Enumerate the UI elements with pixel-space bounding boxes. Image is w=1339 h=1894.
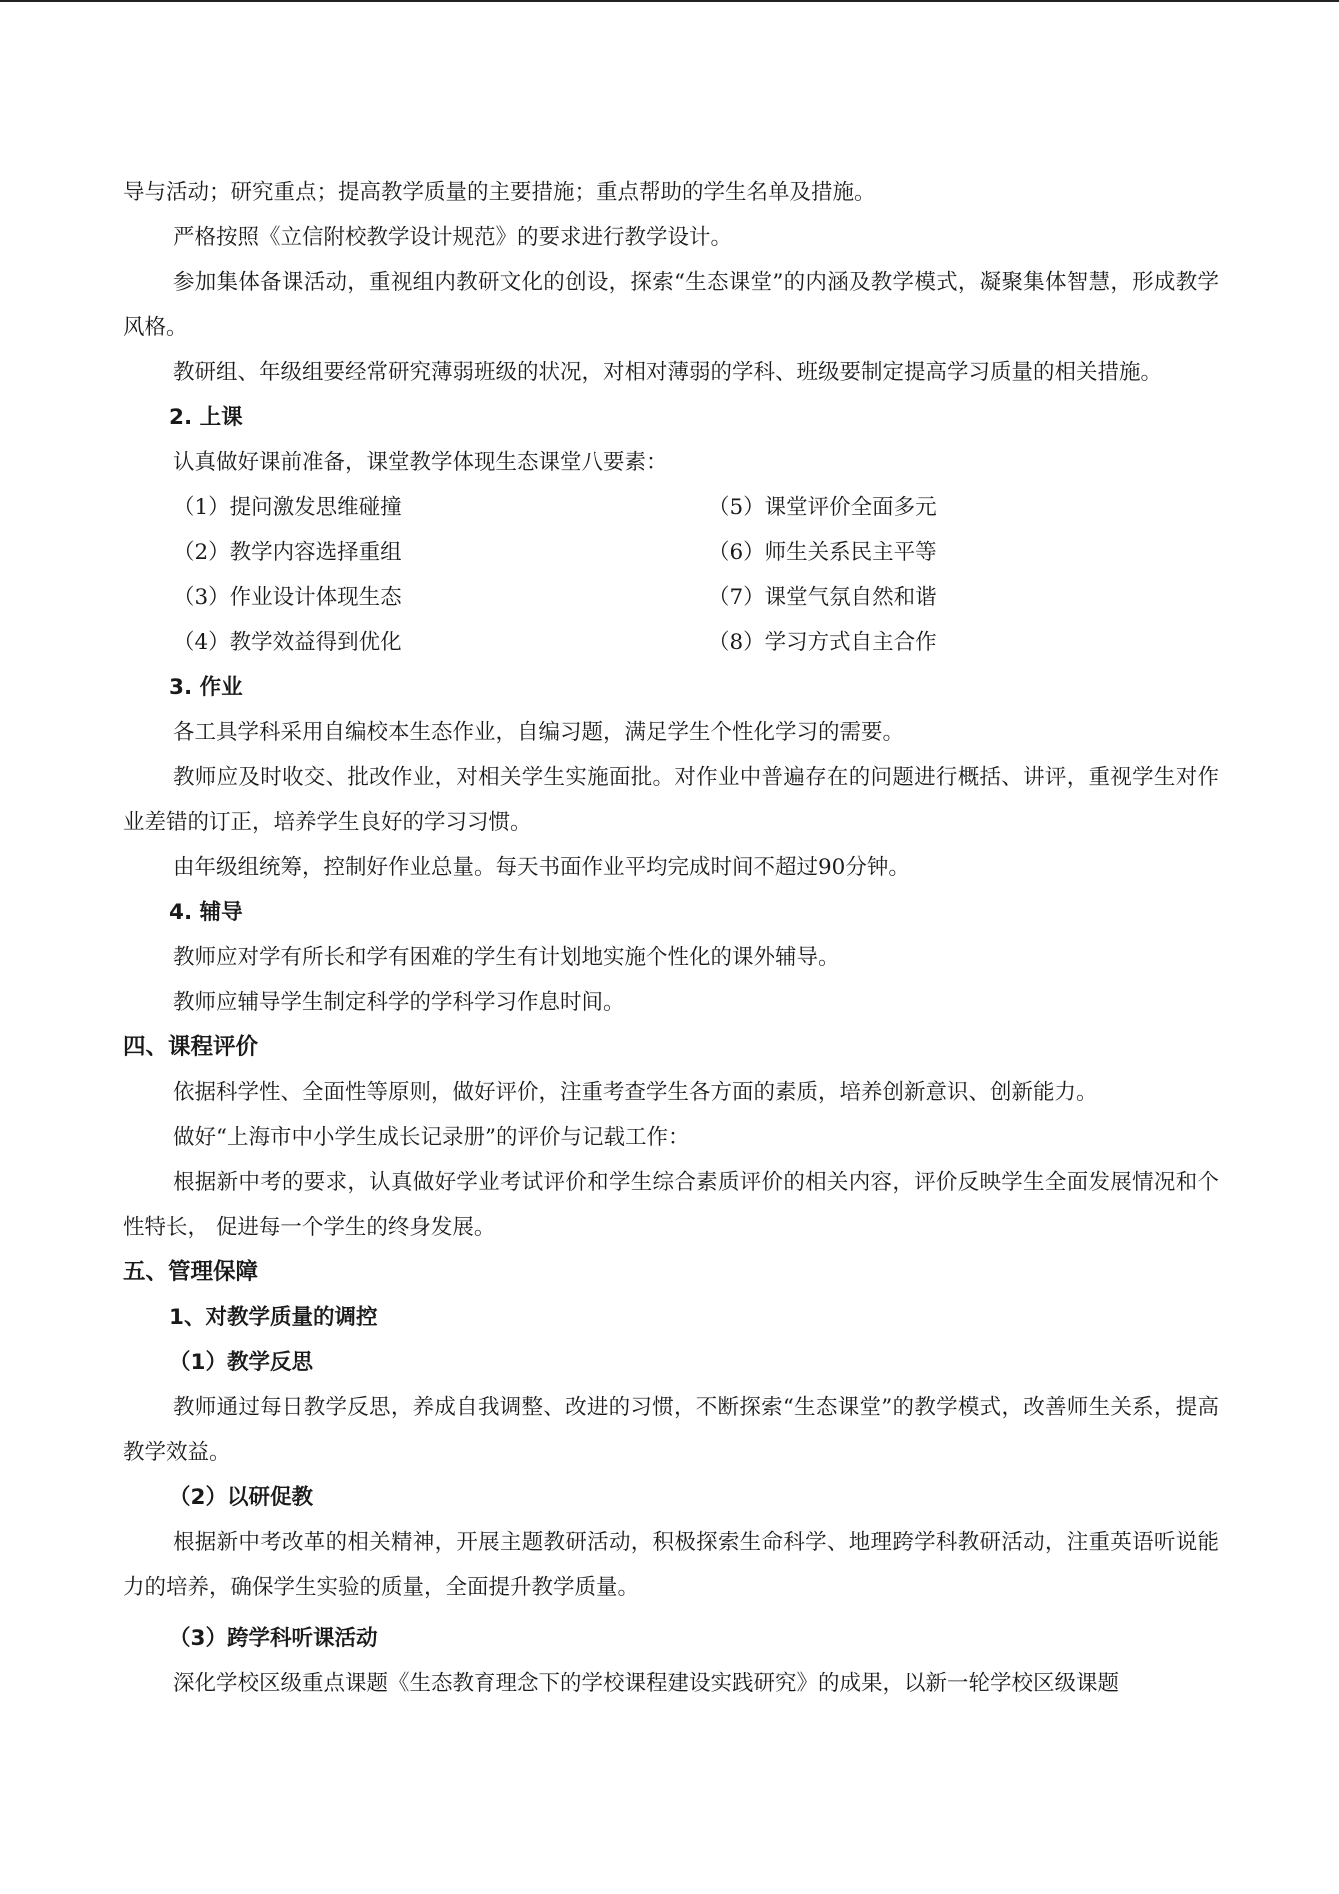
paragraph: 根据新中考改革的相关精神，开展主题教研活动，积极探索生命科学、地理跨学科教研活动，注重英语听说能力的培养，确保学生实验的质量，全面提升教学质量。 <box>123 1530 1219 1600</box>
paragraph: 教师应及时收交、批改作业，对相关学生实施面批。对作业中普遍存在的问题进行概括、讲评，重视学生对作业差错的订正，培养学生良好的学习习惯。 <box>123 765 1219 835</box>
subheading-fansi: （1）教学反思 <box>169 1350 313 1375</box>
subheading-tiaokong: 1、对教学质量的调控 <box>169 1305 378 1330</box>
paragraph: 严格按照《立信附校教学设计规范》的要求进行教学设计。 <box>173 225 733 250</box>
list-item: （3）作业设计体现生态 <box>173 585 402 610</box>
paragraph: 深化学校区级重点课题《生态教育理念下的学校课程建设实践研究》的成果，以新一轮学校区级课题 <box>173 1671 1120 1696</box>
list-item: （6）师生关系民主平等 <box>708 540 937 565</box>
section-heading-pingjia: 四、课程评价 <box>123 1034 259 1060</box>
page-top-border <box>0 0 1339 2</box>
subheading-shangke: 2. 上课 <box>169 405 243 430</box>
paragraph: 教师应辅导学生制定科学的学科学习作息时间。 <box>173 990 625 1015</box>
paragraph: 参加集体备课活动，重视组内教研文化的创设，探索“生态课堂”的内涵及教学模式，凝聚集体智慧，形成教学风格。 <box>123 270 1219 340</box>
paragraph: 由年级组统筹，控制好作业总量。每天书面作业平均完成时间不超过90分钟。 <box>173 855 910 880</box>
paragraph: 依据科学性、全面性等原则，做好评价，注重考查学生各方面的素质，培养创新意识、创新能力。 <box>173 1080 1098 1105</box>
eight-elements-list <box>123 485 1219 665</box>
section-heading-baozhang: 五、管理保障 <box>123 1259 259 1285</box>
document-page <box>123 170 1219 1706</box>
paragraph: 根据新中考的要求，认真做好学业考试评价和学生综合素质评价的相关内容，评价反映学生全面发展情况和个性特长， 促进每一个学生的终身发展。 <box>123 1170 1219 1240</box>
paragraph: 导与活动；研究重点；提高教学质量的主要措施；重点帮助的学生名单及措施。 <box>123 180 876 205</box>
paragraph: 认真做好课前准备，课堂教学体现生态课堂八要素： <box>173 450 668 475</box>
list-item: （5）课堂评价全面多元 <box>708 495 937 520</box>
list-item: （4）教学效益得到优化 <box>173 630 402 655</box>
subheading-zuoye: 3. 作业 <box>169 675 243 700</box>
list-item: （2）教学内容选择重组 <box>173 540 402 565</box>
paragraph: 教师通过每日教学反思，养成自我调整、改进的习惯，不断探索“生态课堂”的教学模式，改善师生关系，提高教学效益。 <box>123 1395 1219 1465</box>
list-item: （8）学习方式自主合作 <box>708 630 937 655</box>
list-item: （7）课堂气氛自然和谐 <box>708 585 937 610</box>
paragraph: 各工具学科采用自编校本生态作业，自编习题，满足学生个性化学习的需要。 <box>173 720 905 745</box>
list-item: （1）提问激发思维碰撞 <box>173 495 402 520</box>
subheading-fudao: 4. 辅导 <box>169 900 243 925</box>
subheading-yancu: （2）以研促教 <box>169 1485 313 1510</box>
paragraph: 教师应对学有所长和学有困难的学生有计划地实施个性化的课外辅导。 <box>173 945 840 970</box>
subheading-tingke: （3）跨学科听课活动 <box>169 1626 378 1651</box>
paragraph: 教研组、年级组要经常研究薄弱班级的状况，对相对薄弱的学科、班级要制定提高学习质量的相关措施。 <box>173 360 1163 385</box>
paragraph: 做好“上海市中小学生成长记录册”的评价与记载工作： <box>173 1125 690 1150</box>
